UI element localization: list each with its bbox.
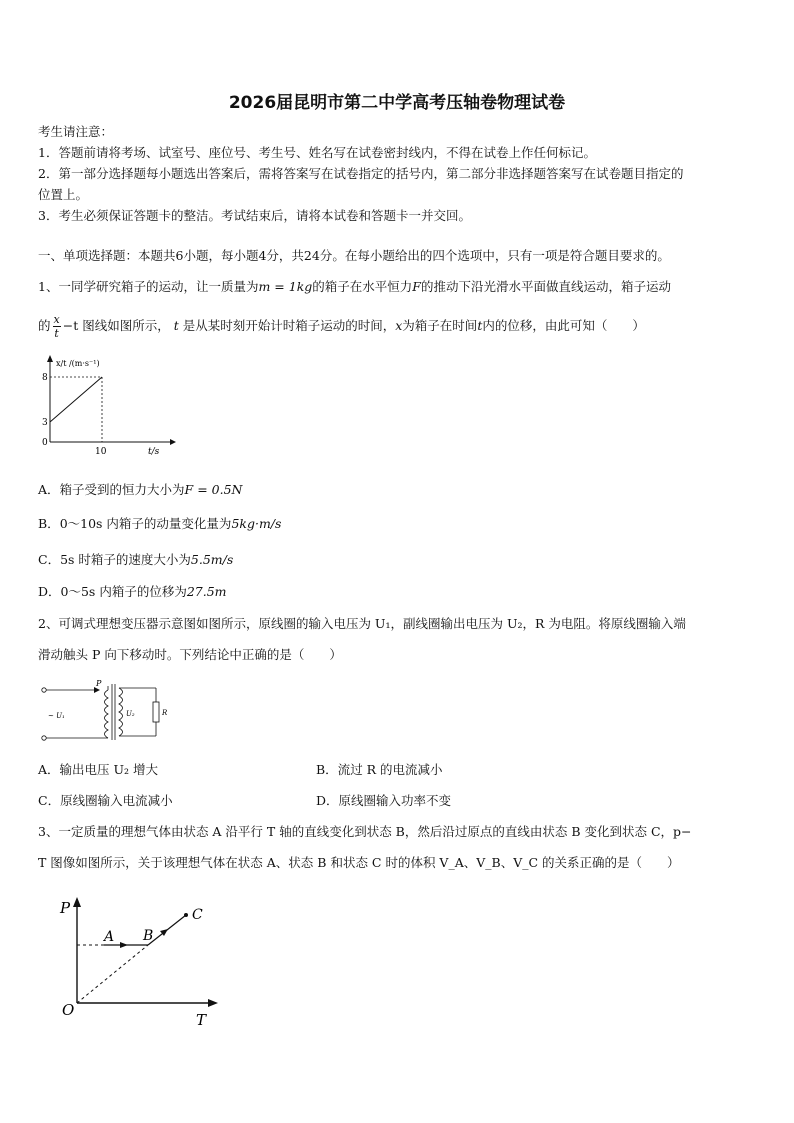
option-text: 0～5s 内箱子的位移为 xyxy=(60,584,187,599)
terminal-icon xyxy=(42,736,46,740)
section-heading: 一、单项选择题：本题共6小题，每小题4分，共24分。在每小题给出的四个选项中，只有一项是符合题目要求的。 xyxy=(38,248,670,263)
q1-mass: m = 1kg xyxy=(258,279,313,294)
page-title: 2026届昆明市第二中学高考压轴卷物理试卷 xyxy=(228,93,566,113)
option-label: A． xyxy=(38,482,60,497)
notice-item-3: 3．考生必须保证答题卡的整洁。考试结束后，请将本试卷和答题卡一并交回。 xyxy=(38,208,471,223)
option-label: C． xyxy=(38,552,61,567)
option-label: B． xyxy=(316,762,338,777)
fraction-denominator: t xyxy=(54,327,59,340)
q1-option-b[interactable] xyxy=(38,514,281,532)
u1-label: ~ U₁ xyxy=(48,712,65,720)
option-label: D． xyxy=(316,793,339,808)
secondary-coil xyxy=(119,688,123,736)
p-axis-arrow-icon xyxy=(73,897,81,907)
option-label: C． xyxy=(38,793,61,808)
r-label: R xyxy=(162,709,168,717)
u2-label: U₂ xyxy=(126,710,135,718)
q1-t-symbol: t xyxy=(173,318,179,333)
notice-heading: 考生请注意： xyxy=(38,124,114,139)
q2-option-a[interactable] xyxy=(38,760,158,778)
option-math: 27.5m xyxy=(186,584,227,599)
state-a-label: A xyxy=(104,929,115,945)
q1-text: 为箱子在时间 xyxy=(402,318,478,333)
q1-force-symbol: F xyxy=(412,279,421,294)
x-axis-arrow-icon xyxy=(170,439,176,445)
q1-text: 1、一同学研究箱子的运动，让一质量为 xyxy=(38,279,259,294)
y-axis-label: x/t /(m·s⁻¹) xyxy=(56,359,100,368)
option-math: F = 0.5N xyxy=(184,482,243,497)
q2-option-b[interactable] xyxy=(316,760,443,778)
y-tick-label: 3 xyxy=(42,418,48,428)
q1-option-a[interactable] xyxy=(38,480,242,498)
option-text: 输出电压 U₂ 增大 xyxy=(59,762,159,777)
t-axis-label: T xyxy=(196,1011,207,1029)
option-label: A． xyxy=(38,762,60,777)
q1-text: 内的位移，由此可知（ ） xyxy=(482,318,645,333)
notice-item-2-cont: 位置上。 xyxy=(38,187,89,202)
x-axis-label: t/s xyxy=(148,447,160,457)
point-c xyxy=(184,913,188,917)
q3-pt-diagram xyxy=(52,893,227,1033)
primary-coil xyxy=(105,690,109,738)
x-tick-label: 10 xyxy=(95,447,107,457)
option-text: 0～10s 内箱子的动量变化量为 xyxy=(59,516,232,531)
q3-stem-line1: 3、一定质量的理想气体由状态 A 沿平行 T 轴的直线变化到状态 B，然后沿过原点的直线由状态 B 变化到状态 C，p− xyxy=(38,824,692,839)
q1-option-d[interactable] xyxy=(38,582,227,600)
q1-text: −t 图线如图所示， xyxy=(62,318,170,333)
resistor-icon xyxy=(153,702,159,722)
slider-label: P xyxy=(96,679,102,688)
fraction-numerator: x xyxy=(53,313,60,326)
dashed-line xyxy=(77,945,148,1003)
terminal-icon xyxy=(42,688,46,692)
t-axis-arrow-icon xyxy=(208,999,218,1007)
option-text: 5s 时箱子的速度大小为 xyxy=(60,552,191,567)
origin-label: O xyxy=(62,1001,75,1019)
q1-text: 的箱子在水平恒力 xyxy=(312,279,413,294)
data-line xyxy=(50,377,102,422)
q1-x-symbol: x xyxy=(395,318,403,333)
q2-stem-line2: 滑动触头 P 向下移动时。下列结论中正确的是（ ） xyxy=(38,647,342,662)
notice-item-2: 2．第一部分选择题每小题选出答案后，需将答案写在试卷指定的括号内，第二部分非选择题答案写在试卷题目指定的 xyxy=(38,166,684,181)
q3-stem-line2: T 图像如图所示，关于该理想气体在状态 A、状态 B 和状态 C 时的体积 V_A、V_B、V_C 的关系正确的是（ ） xyxy=(38,855,680,870)
option-label: B． xyxy=(38,516,60,531)
option-text: 箱子受到的恒力大小为 xyxy=(59,482,185,497)
q2-stem-line1: 2、可调式理想变压器示意图如图所示，原线圈的输入电压为 U₁，副线圈输出电压为 U₂，R 为电阻。将原线圈输入端 xyxy=(38,616,686,631)
q1-option-c[interactable] xyxy=(38,550,233,568)
option-text: 原线圈输入电流减小 xyxy=(60,793,173,808)
option-text: 原线圈输入功率不变 xyxy=(338,793,452,808)
q2-option-c[interactable] xyxy=(38,791,173,809)
q1-stem-line2 xyxy=(38,313,645,340)
q1-t-symbol: t xyxy=(477,318,483,333)
option-text: 流过 R 的电流减小 xyxy=(337,762,443,777)
arrow-icon xyxy=(120,942,128,948)
state-c-label: C xyxy=(192,907,203,923)
origin-label: 0 xyxy=(42,438,48,448)
option-math: 5kg·m/s xyxy=(231,516,282,531)
state-b-label: B xyxy=(143,928,154,944)
option-label: D． xyxy=(38,584,61,599)
p-axis-label: P xyxy=(60,899,71,917)
q2-transformer-diagram xyxy=(36,676,176,746)
q1-text: 是从某时刻开始计时箱子运动的时间， xyxy=(182,318,396,333)
q1-stem-line1 xyxy=(38,277,671,295)
q1-xt-graph xyxy=(30,352,180,462)
option-math: 5.5m/s xyxy=(190,552,234,567)
q2-option-d[interactable] xyxy=(316,791,451,809)
notice-item-1: 1．答题前请将考场、试室号、座位号、考生号、姓名写在试卷密封线内，不得在试卷上作任何标记。 xyxy=(38,145,596,160)
q1-fraction xyxy=(53,313,61,340)
y-tick-label: 8 xyxy=(42,373,48,383)
q1-text: 的 xyxy=(38,318,51,333)
q1-text: 的推动下沿光滑水平面做直线运动，箱子运动 xyxy=(420,279,671,294)
y-axis-arrow-icon xyxy=(47,355,53,362)
